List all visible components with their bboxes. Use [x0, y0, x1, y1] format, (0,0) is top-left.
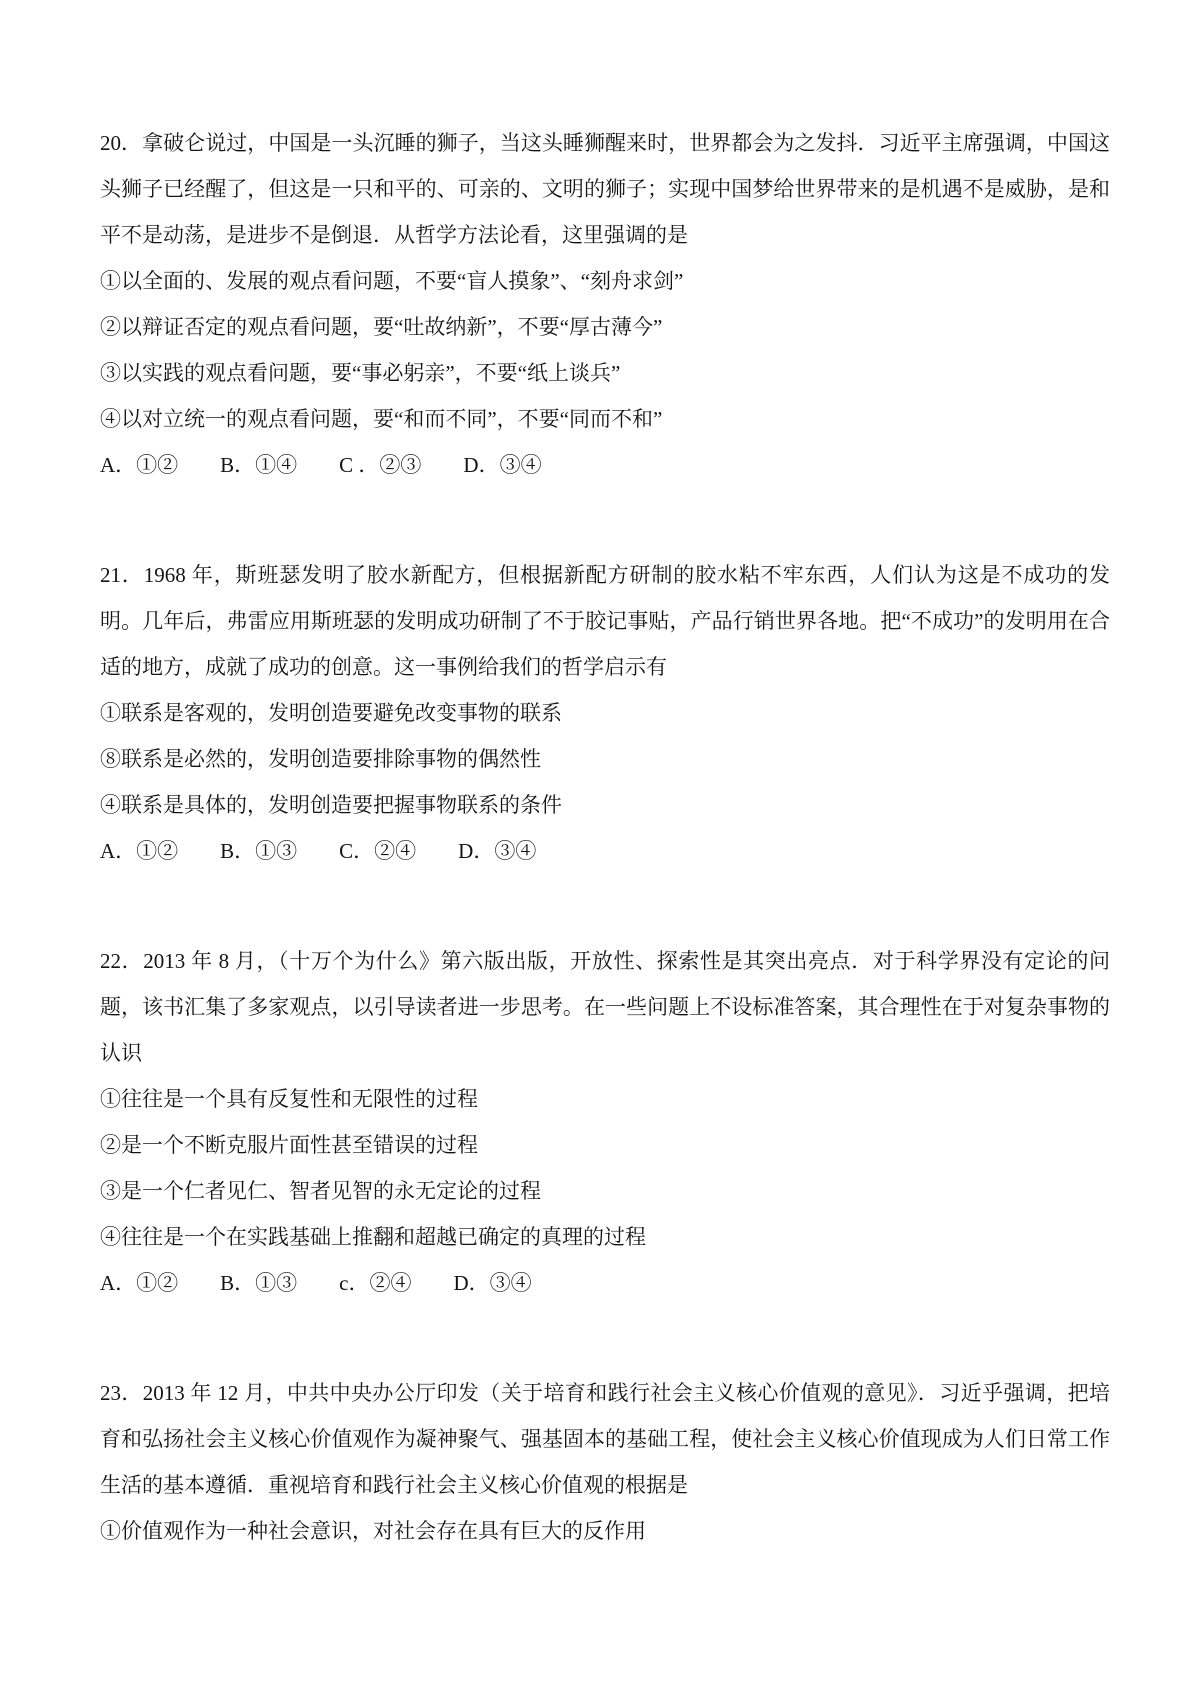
question-22 — [100, 938, 1110, 1306]
question-21-stem: 21．1968 年，斯班瑟发明了胶水新配方，但根据新配方研制的胶水粘不牢东西，人们认为这是不成功的发明。几年后，弗雷应用斯班瑟的发明成功研制了不于胶记事贴，产品行销世界各地。把“不成功”的发明用在合适的地方，成就了成功的创意。这一事例给我们的哲学启示有 — [100, 563, 1110, 679]
question-20-option-4: ④以对立统一的观点看问题，要“和而不同”，不要“同而不和” — [100, 407, 663, 431]
question-22-option-4: ④往往是一个在实践基础上推翻和超越已确定的真理的过程 — [100, 1225, 646, 1249]
question-22-stem: 22．2013 年 8 月，（十万个为什么》第六版出版，开放性、探索性是其突出亮点．对于科学界没有定论的问题，该书汇集了多家观点，以引导读者进一步思考。在一些问题上不设标准答案，其合理性在于对复杂事物的认识 — [100, 949, 1110, 1065]
question-22-option-3: ③是一个仁者见仁、智者见智的永无定论的过程 — [100, 1179, 541, 1203]
question-21-option-2: ⑧联系是必然的，发明创造要排除事物的偶然性 — [100, 747, 541, 771]
question-21-option-1: ①联系是客观的，发明创造要避免改变事物的联系 — [100, 701, 562, 725]
question-20-answer-choices: A．①② B．①④ C ．②③ D．③④ — [100, 453, 542, 477]
question-23-option-1: ①价值观作为一种社会意识，对社会存在具有巨大的反作用 — [100, 1519, 646, 1543]
question-22-option-2: ②是一个不断克服片面性甚至错误的过程 — [100, 1133, 478, 1157]
question-20-option-1: ①以全面的、发展的观点看问题，不要“盲人摸象”、“刻舟求剑” — [100, 269, 684, 293]
question-21 — [100, 552, 1110, 874]
question-23 — [100, 1370, 1110, 1554]
question-23-stem: 23．2013 年 12 月，中共中央办公厅印发（关于培育和践行社会主义核心价值观的意见》．习近乎强调，把培育和弘扬社会主义核心价值观作为凝神聚气、强基固本的基础工程，使社会主义核心价值现成为人们日常工作生活的基本遵循．重视培育和践行社会主义核心价值观的根据是 — [100, 1381, 1110, 1497]
question-20-stem: 20．拿破仑说过，中国是一头沉睡的狮子，当这头睡狮醒来时，世界都会为之发抖．习近平主席强调，中国这头狮子已经醒了，但这是一只和平的、可亲的、文明的狮子；实现中国梦给世界带来的是机遇不是威胁，是和平不是动荡，是进步不是倒退．从哲学方法论看，这里强调的是 — [100, 131, 1110, 247]
question-22-option-1: ①往往是一个具有反复性和无限性的过程 — [100, 1087, 478, 1111]
question-20 — [100, 120, 1110, 488]
question-20-option-2: ②以辩证否定的观点看问题，要“吐故纳新”，不要“厚古薄今” — [100, 315, 663, 339]
question-21-answer-choices: A．①② B．①③ C．②④ D．③④ — [100, 839, 537, 863]
question-22-answer-choices: A．①② B．①③ c．②④ D．③④ — [100, 1271, 532, 1295]
question-20-option-3: ③以实践的观点看问题，要“事必躬亲”，不要“纸上谈兵” — [100, 361, 621, 385]
question-21-option-3: ④联系是具体的，发明创造要把握事物联系的条件 — [100, 793, 562, 817]
